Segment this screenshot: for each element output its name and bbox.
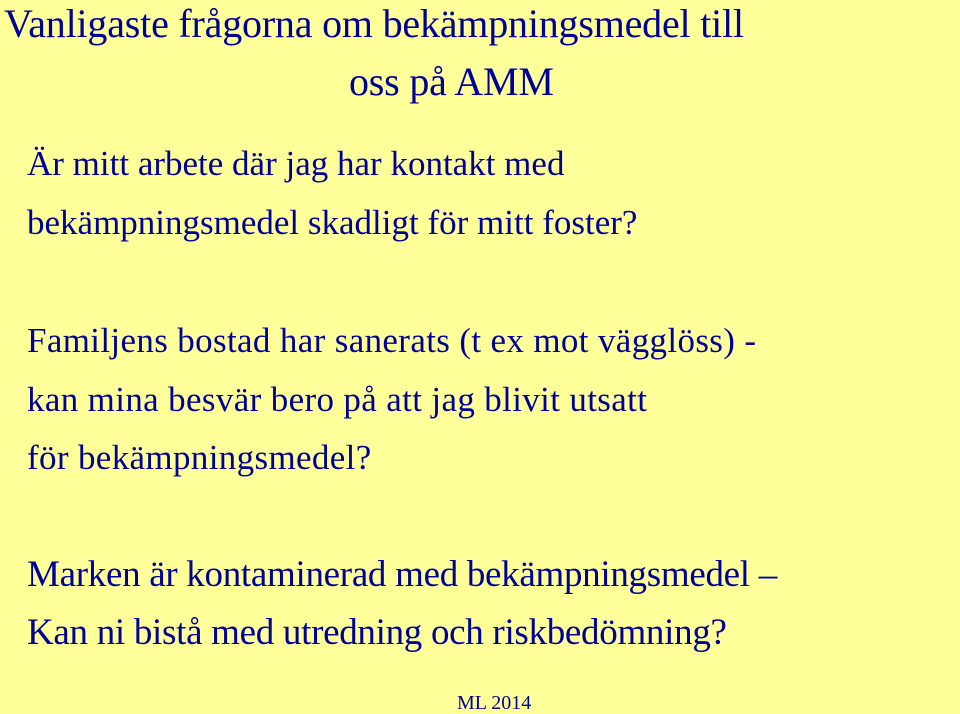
footer-label: ML 2014: [457, 692, 532, 714]
question-3-line-1: Marken är kontaminerad med bekämpningsmedel –: [27, 554, 777, 595]
question-2-line-1: Familjens bostad har sanerats (t ex mot vägglöss) -: [27, 321, 757, 360]
question-2-line-3: för bekämpningsmedel?: [27, 438, 372, 477]
question-3-line-2: Kan ni bistå med utredning och riskbedömning?: [27, 612, 727, 653]
question-2-line-2: kan mina besvär bero på att jag blivit utsatt: [27, 380, 648, 419]
question-1-line-2: bekämpningsmedel skadligt för mitt foster?: [27, 203, 638, 242]
question-1-line-1: Är mitt arbete där jag har kontakt med: [27, 144, 565, 183]
slide-title-line-2: oss på AMM: [349, 59, 554, 104]
slide-title-line-1: Vanligaste frågorna om bekämpningsmedel till: [4, 1, 744, 46]
